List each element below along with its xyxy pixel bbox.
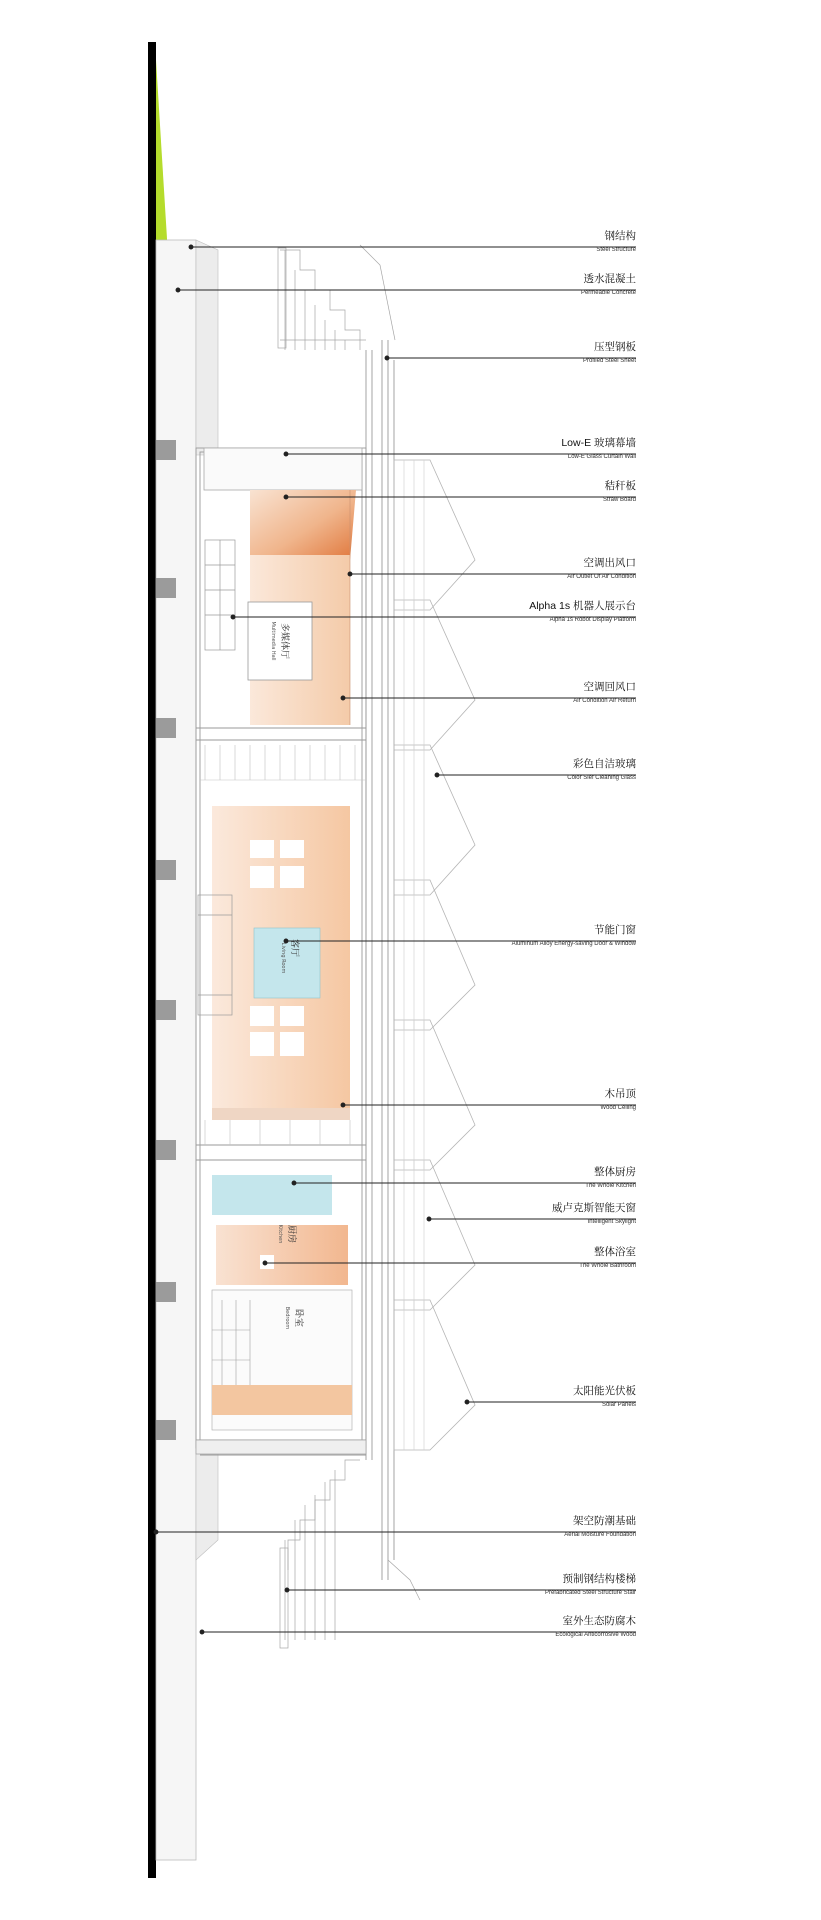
callout-en: Profiled Steel Sheet xyxy=(582,358,636,364)
facade-fin-slats xyxy=(404,460,424,1450)
callout-zh: 整体厨房 xyxy=(594,1166,636,1178)
room-living-zh: 客厅 xyxy=(289,938,299,958)
exterior-wall xyxy=(156,240,196,1860)
room-living-en: Living Room xyxy=(280,942,286,974)
facade-fins xyxy=(394,460,475,1450)
callout-zh: 架空防潮基础 xyxy=(573,1515,636,1527)
callout-dot xyxy=(231,615,235,619)
callout-en: Prefabricated Steel Structure Stair xyxy=(544,1590,636,1596)
bottom-slab xyxy=(196,1440,366,1454)
callout-robot-platform xyxy=(529,600,636,624)
callout-zh: 压型钢板 xyxy=(594,341,636,353)
callout-color-glass xyxy=(567,758,636,782)
callout-en: Permeable Concrete xyxy=(580,290,636,296)
callout-dot xyxy=(176,288,180,292)
callout-en: The Whole Bathroom xyxy=(579,1263,636,1269)
room-multimedia-zh: 多媒体厅 xyxy=(279,622,289,660)
callout-en: Air Condition Air Return xyxy=(573,698,636,704)
room-kitchen-zh: 厨房 xyxy=(286,1224,296,1244)
callout-en: Straw Board xyxy=(602,497,636,503)
callout-whole-bathroom xyxy=(579,1246,636,1270)
callout-skylight xyxy=(552,1202,636,1226)
callout-en: Steel Structure xyxy=(596,247,636,253)
callout-en: Aluminum Alloy Energy-saving Door & Window xyxy=(511,941,636,947)
callout-whole-kitchen xyxy=(585,1166,636,1190)
callout-en: Air Outlet Of Air Condition xyxy=(567,574,636,580)
callout-dot xyxy=(263,1261,267,1265)
callout-en: Color Slef Cleaning Glass xyxy=(567,775,636,781)
callout-dot xyxy=(427,1217,431,1221)
callout-en: The Whole Kitchen xyxy=(585,1183,636,1189)
callout-dot xyxy=(348,572,352,576)
wall-taper-bottom xyxy=(196,1450,218,1560)
callout-dot xyxy=(385,356,389,360)
callout-anticorrosive-wood xyxy=(555,1615,636,1639)
callout-zh: Low-E 玻璃幕墙 xyxy=(561,437,636,449)
callout-steel-structure xyxy=(596,230,636,254)
callout-profiled-steel-sheet xyxy=(583,341,636,365)
kitchen-glass xyxy=(212,1175,332,1215)
living-room-floor xyxy=(212,1108,350,1120)
callout-zh: 透水混凝土 xyxy=(583,273,636,285)
callout-zh: 太阳能光伏板 xyxy=(573,1385,636,1397)
callout-permeable-concrete xyxy=(581,273,636,297)
callout-zh: 钢结构 xyxy=(604,230,636,242)
callout-zh: 节能门窗 xyxy=(594,924,636,936)
callout-en: Low-E Glass Curtain Wall xyxy=(567,454,636,460)
wall-taper-top xyxy=(196,240,218,455)
callout-dot xyxy=(341,1103,345,1107)
callout-dot xyxy=(465,1400,469,1404)
callout-moisture-foundation xyxy=(564,1515,636,1539)
callout-solar-panels xyxy=(573,1385,636,1409)
callout-en: Aerial Moisture Foundation xyxy=(564,1532,636,1538)
upper-shelving xyxy=(205,540,235,650)
room-multimedia-en: Multimedia Hall xyxy=(270,621,276,661)
callout-en: Solar Panels xyxy=(601,1402,636,1408)
room-bedroom-zh: 卧室 xyxy=(293,1308,303,1328)
callout-dot xyxy=(284,939,288,943)
callout-zh: 彩色自洁玻璃 xyxy=(573,758,636,770)
callout-dot xyxy=(189,245,193,249)
callout-zh: 室外生态防腐木 xyxy=(562,1615,636,1627)
callout-dot xyxy=(292,1181,296,1185)
living-room-glass xyxy=(254,928,320,998)
callout-straw-board xyxy=(603,480,636,504)
callout-zh: Alpha 1s 机器人展示台 xyxy=(529,600,636,612)
callout-en: Alpha 1s Robot Display Platform xyxy=(549,617,636,623)
callout-dot xyxy=(435,773,439,777)
callout-low-e-glass xyxy=(561,437,636,461)
callout-zh: 空调回风口 xyxy=(583,681,636,693)
callout-air-outlet xyxy=(567,557,636,581)
callout-dot xyxy=(284,495,288,499)
callout-steel-stair xyxy=(545,1573,636,1597)
callout-air-return xyxy=(573,681,636,705)
stair-top xyxy=(278,245,395,350)
bedroom-floor xyxy=(212,1385,352,1415)
callout-zh: 威卢克斯智能天窗 xyxy=(552,1202,636,1214)
callout-dot xyxy=(341,696,345,700)
callout-en: Wood Ceiling xyxy=(600,1105,636,1111)
callout-zh: 整体浴室 xyxy=(594,1246,636,1258)
callout-dot xyxy=(285,1588,289,1592)
callout-en: Intelligent Skylight xyxy=(587,1219,636,1225)
callout-en: Ecological Anticorrosive Wood xyxy=(555,1632,636,1638)
callout-dot xyxy=(154,1530,158,1534)
straw-board-panel xyxy=(250,490,356,560)
room-kitchen-en: Kitchen xyxy=(277,1224,283,1244)
callout-zh: 木吊顶 xyxy=(604,1088,636,1100)
callout-zh: 空调出风口 xyxy=(583,557,636,569)
callout-dot xyxy=(200,1630,204,1634)
ground-bar xyxy=(148,42,156,1878)
callout-zh: 预制钢结构楼梯 xyxy=(562,1573,636,1585)
room-bedroom-en: Bedroom xyxy=(284,1306,290,1330)
callout-dot xyxy=(284,452,288,456)
callout-zh: 秸秆板 xyxy=(604,480,636,492)
callout-wood-ceiling xyxy=(600,1088,636,1112)
stair-bottom xyxy=(280,1460,420,1648)
callout-energy-window xyxy=(512,924,636,948)
